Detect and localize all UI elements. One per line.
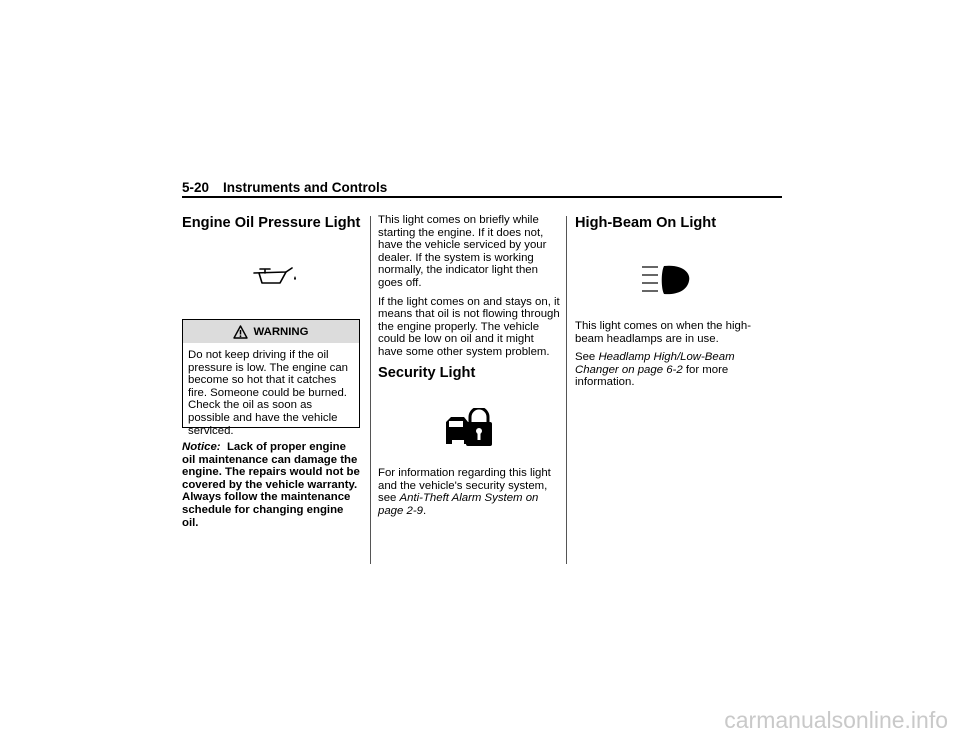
warning-box — [182, 319, 360, 437]
notice-label: Notice: — [182, 441, 221, 453]
high-beam-see: See — [575, 351, 599, 364]
high-beam-heading: High-Beam On Light — [575, 215, 717, 231]
warning-text: Do not keep driving if the oil pressure is low. The engine can become so hot that it catches fire. Someone could be burned. Check the oil as soon as possible and have the vehicle serviced. — [188, 349, 348, 437]
high-beam-more-info: for more information. — [575, 363, 729, 389]
header-rule — [182, 196, 782, 198]
high-beam-text — [575, 320, 758, 395]
warning-triangle-icon — [233, 325, 248, 339]
column-divider-1 — [370, 216, 371, 564]
column-2 — [378, 214, 561, 365]
section-title: Instruments and Controls — [223, 180, 388, 195]
high-beam-paragraph-1: This light comes on when the high-beam headlamps are in use. — [575, 320, 752, 345]
security-paragraph — [378, 467, 561, 523]
column-1 — [182, 214, 362, 232]
notice-text: Lack of proper engine oil maintenance can damage the engine. The repairs would not be covered by the vehicle warranty. Always follow the maintenance schedule for changing engine oil. — [182, 441, 360, 529]
column-divider-2 — [566, 216, 567, 564]
security-text: For information regarding this light and the vehicle's security system, see — [378, 467, 551, 505]
security-text-end: . — [422, 504, 427, 517]
security-section — [378, 364, 561, 382]
headlamp-changer-link[interactable]: Headlamp High/Low-Beam Changer on page 6-2 — [575, 351, 735, 376]
watermark: carmanualsonline.info — [724, 707, 948, 733]
column-3 — [575, 214, 758, 232]
page-number: 5-20 — [182, 180, 210, 195]
oil-light-paragraph-1: This light comes on briefly while starting the engine. If it does not, have the vehicle serviced by your dealer. If the system is working normally, the indicator light then goes off. — [378, 214, 547, 289]
anti-theft-link[interactable]: Anti-Theft Alarm System on page 2-9 — [378, 492, 539, 517]
warning-label: WARNING — [253, 325, 309, 338]
car-lock-icon — [444, 408, 492, 446]
warning-header — [183, 320, 359, 343]
security-light-heading: Security Light — [378, 365, 476, 381]
engine-oil-heading: Engine Oil Pressure Light — [182, 215, 361, 231]
oil-can-icon — [250, 266, 300, 286]
oil-light-paragraph-2: If the light comes on and stays on, it means that oil is not flowing through the engine properly. The vehicle could be low on oil and it might have some other system problem. — [378, 295, 560, 358]
notice-block — [182, 441, 362, 535]
high-beam-icon — [640, 264, 692, 296]
